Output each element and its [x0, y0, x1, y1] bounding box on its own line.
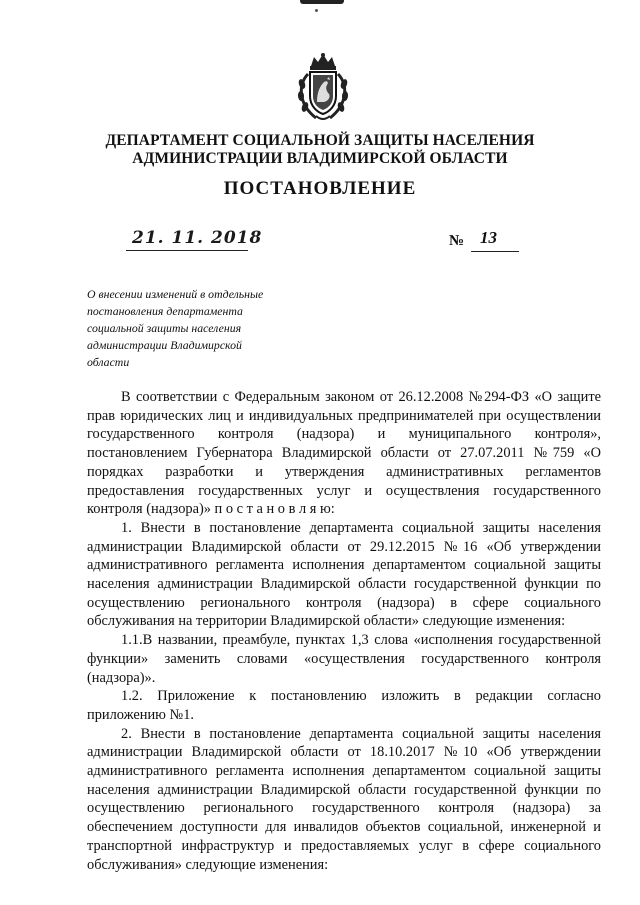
subject-line: О внесении изменений в отдельные — [87, 287, 264, 301]
clause-2-paragraph: 2. Внести в постановление департамента социальной защиты населения администрации Владимирской области от 18.10.2017 №10 «Об утверждении административного регламента исполнения департаментом социальной защиты населения администрации Владимирской области государственной функции по осуществлению регионального государственного контроля (надзора) за обеспечением доступности для инвалидов объектов социальной, инженерной и транспортной инфраструктур и предоставляемых услуг в сфере социального обслуживания» следующие изменения: — [87, 725, 601, 873]
preamble-paragraph: В соответствии с Федеральным законом от 26.12.2008 №294-ФЗ «О защите прав юридических лиц и индивидуальных предпринимателей при осуществлении государственного контроля (надзора) и муниципального контроля», постановлением Губернатора Владимирской области от 27.07.2011 №759 «О порядках разработки и утверждения административных регламентов предоставления государственных услуг и осуществления государственного контроля (надзора)» п о с т а н о в л я ю: — [87, 389, 601, 518]
subject-line: постановления департамента — [87, 304, 243, 318]
organization-name-line-2: АДМИНИСТРАЦИИ ВЛАДИМИРСКОЙ ОБЛАСТИ — [132, 150, 508, 167]
number-label: № — [449, 233, 465, 249]
document-subject — [87, 286, 287, 371]
clause-1-1-paragraph: 1.1.В названии, преамбуле, пунктах 1,3 слова «исполнения государственной функции» заменить словами «осуществления государственного контроля (надзора)». — [87, 632, 601, 686]
document-body — [87, 388, 601, 874]
clause-1-paragraph: 1. Внести в постановление департамента социальной защиты населения администрации Владимирской области от 29.12.2015 №16 «Об утверждении административного регламента исполнения департаментом социальной защиты населения администрации Владимирской области государственной функции по осуществлению регионального контроля (надзора) в сфере социального обслуживания на территории Владимирской области» следующие изменения: — [87, 519, 601, 630]
document-date: 21. 11. 2018 — [132, 228, 263, 248]
subject-line: области — [87, 355, 130, 369]
scan-edge-mark — [300, 0, 344, 4]
organization-name-line-1: ДЕПАРТАМЕНТ СОЦИАЛЬНОЙ ЗАЩИТЫ НАСЕЛЕНИЯ — [105, 132, 535, 149]
scan-speck — [315, 9, 318, 12]
document-type-title: ПОСТАНОВЛЕНИЕ — [223, 178, 417, 199]
subject-line: социальной защиты населения — [87, 321, 242, 335]
subject-line: администрации Владимирской — [87, 338, 242, 352]
coat-of-arms-emblem-icon — [294, 52, 352, 124]
document-number: 13 — [480, 228, 497, 247]
clause-1-2-paragraph: 1.2. Приложение к постановлению изложить в редакции согласно приложению №1. — [87, 688, 601, 723]
